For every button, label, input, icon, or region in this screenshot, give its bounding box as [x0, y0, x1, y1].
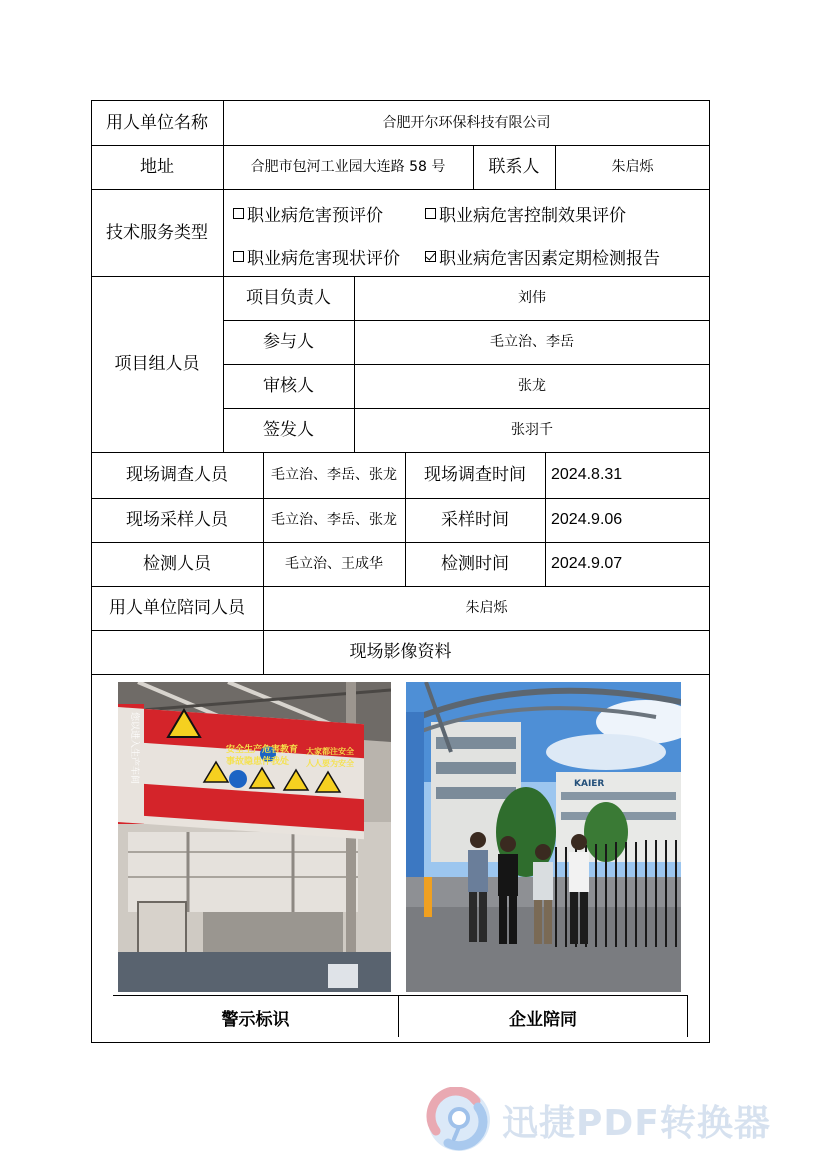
caption-warning-signs: 警示标识 — [221, 1009, 290, 1030]
service-option-control-eval — [425, 201, 626, 226]
xunjie-logo-icon — [426, 1087, 492, 1153]
caption-company-escort: 企业陪同 — [509, 1009, 577, 1030]
service-option-label: 职业病危害控制效果评价 — [439, 206, 626, 226]
sampling-time-value: 2024.9.06 — [551, 511, 623, 528]
survey-staff-label: 现场调查人员 — [126, 465, 228, 485]
factory-interior-image — [118, 682, 391, 992]
warning-signs-photo — [118, 682, 391, 992]
survey-time-value: 2024.8.31 — [551, 466, 623, 483]
address-label: 地址 — [140, 157, 174, 177]
team-member: 刘伟 — [518, 290, 546, 306]
banner-text-2: 事故隐患伴我处 — [226, 757, 290, 767]
sampling-time-label: 采样时间 — [441, 510, 509, 530]
side-sign-text: 您以进入生产车间 — [129, 712, 139, 785]
team-role: 审核人 — [263, 376, 314, 396]
testing-time-value: 2024.9.07 — [551, 555, 623, 572]
team-member: 张龙 — [518, 378, 546, 394]
testing-staff-value: 毛立治、王成华 — [285, 556, 383, 572]
checkbox-icon — [425, 208, 436, 219]
employer-value: 合肥开尔环保科技有限公司 — [382, 114, 551, 131]
team-label: 项目组人员 — [114, 354, 200, 374]
service-option-label: 职业病危害因素定期检测报告 — [439, 249, 660, 269]
contact-value: 朱启烁 — [611, 159, 654, 175]
banner-text-4: 人人要为安全 — [306, 759, 354, 768]
service-option-pre-eval — [233, 201, 383, 226]
address-value: 合肥市包河工业园大连路 58 号 — [250, 159, 446, 175]
escort-value: 朱启烁 — [465, 600, 508, 616]
building-sign-text: KAIER — [574, 779, 605, 789]
service-option-periodic-report — [425, 244, 660, 269]
team-role: 项目负责人 — [246, 288, 331, 308]
banner-text-3: 大家都注安全 — [306, 747, 354, 756]
escort-label: 用人单位陪同人员 — [109, 598, 245, 618]
building-group-image — [406, 682, 681, 992]
team-role: 签发人 — [263, 420, 314, 440]
contact-label: 联系人 — [488, 157, 540, 177]
sampling-staff-value: 毛立治、李岳、张龙 — [271, 512, 397, 528]
watermark-text: 迅捷PDF转换器 — [502, 1102, 771, 1144]
team-role: 参与人 — [263, 332, 314, 352]
service-option-label: 职业病危害现状评价 — [247, 249, 400, 269]
service-option-status-eval — [233, 244, 400, 269]
checkbox-checked-icon — [425, 251, 436, 262]
testing-time-label: 检测时间 — [441, 554, 509, 574]
info-table — [91, 100, 710, 1043]
testing-staff-label: 检测人员 — [143, 554, 211, 574]
employer-label: 用人单位名称 — [106, 112, 208, 133]
company-escort-photo — [406, 682, 681, 992]
service-type-label: 技术服务类型 — [106, 222, 208, 243]
images-section-title: 现场影像资料 — [349, 642, 452, 662]
checkbox-icon — [233, 251, 244, 262]
survey-staff-value: 毛立治、李岳、张龙 — [271, 467, 397, 483]
team-member: 毛立治、李岳 — [490, 334, 574, 350]
banner-text-1: 安全生产危害教育 — [226, 745, 299, 755]
checkbox-icon — [233, 208, 244, 219]
sampling-staff-label: 现场采样人员 — [126, 510, 228, 530]
watermark — [426, 1087, 816, 1153]
service-option-label: 职业病危害预评价 — [247, 206, 383, 226]
team-member: 张羽千 — [511, 422, 553, 438]
survey-time-label: 现场调查时间 — [424, 465, 526, 485]
